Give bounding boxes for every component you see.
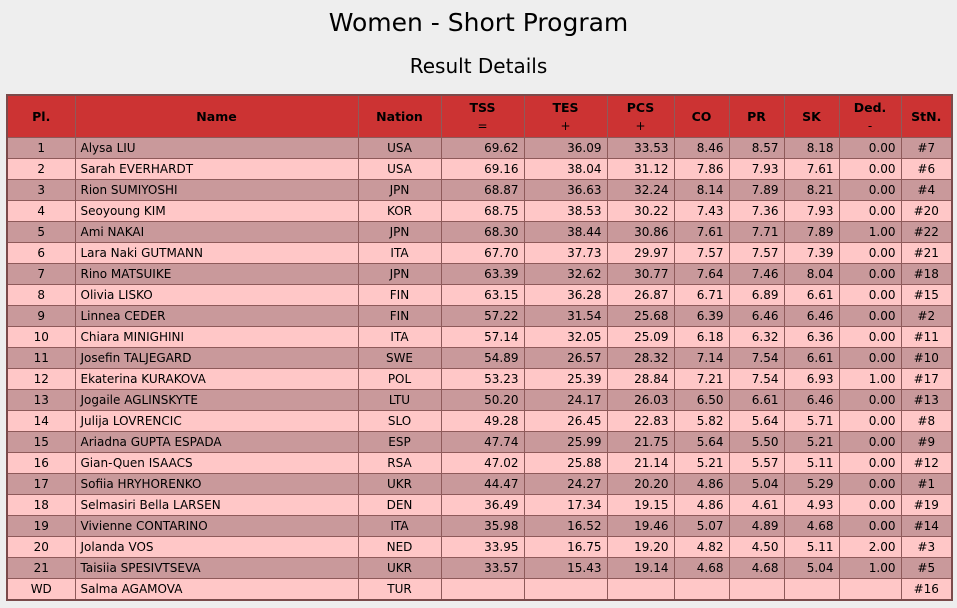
cell-sk: 7.61: [784, 159, 839, 180]
cell-tss: 53.23: [441, 369, 524, 390]
cell-pcs: 19.46: [607, 516, 674, 537]
cell-ded: 0.00: [839, 201, 901, 222]
cell-name: Gian-Quen ISAACS: [75, 453, 358, 474]
cell-nation: POL: [358, 369, 441, 390]
header-ded: [839, 95, 901, 138]
cell-pcs: 30.77: [607, 264, 674, 285]
cell-start-number: #20: [901, 201, 952, 222]
cell-pr: 6.61: [729, 390, 784, 411]
cell-tes: 17.34: [524, 495, 607, 516]
cell-nation: NED: [358, 537, 441, 558]
cell-sk: 5.04: [784, 558, 839, 579]
results-table: [6, 94, 953, 601]
cell-tes: 38.44: [524, 222, 607, 243]
cell-pr: 5.64: [729, 411, 784, 432]
cell-tss: 69.16: [441, 159, 524, 180]
cell-tss: 33.95: [441, 537, 524, 558]
cell-name: Olivia LISKO: [75, 285, 358, 306]
cell-start-number: #16: [901, 579, 952, 601]
cell-co: 7.21: [674, 369, 729, 390]
cell-place: 2: [7, 159, 75, 180]
cell-place: 3: [7, 180, 75, 201]
header-place: Pl.: [7, 95, 75, 138]
cell-pr: 4.61: [729, 495, 784, 516]
cell-tes: 16.75: [524, 537, 607, 558]
cell-place: 19: [7, 516, 75, 537]
cell-name: Selmasiri Bella LARSEN: [75, 495, 358, 516]
cell-tss: 33.57: [441, 558, 524, 579]
cell-ded: 0.00: [839, 306, 901, 327]
cell-pcs: 29.97: [607, 243, 674, 264]
cell-place: 10: [7, 327, 75, 348]
cell-start-number: #2: [901, 306, 952, 327]
cell-co: [674, 579, 729, 601]
cell-sk: 6.93: [784, 369, 839, 390]
cell-pr: 8.57: [729, 138, 784, 159]
cell-nation: UKR: [358, 558, 441, 579]
cell-co: 7.43: [674, 201, 729, 222]
cell-pr: 7.93: [729, 159, 784, 180]
cell-tss: 50.20: [441, 390, 524, 411]
cell-pcs: 33.53: [607, 138, 674, 159]
cell-place: 4: [7, 201, 75, 222]
cell-start-number: #14: [901, 516, 952, 537]
cell-tss: 68.87: [441, 180, 524, 201]
cell-sk: 6.46: [784, 306, 839, 327]
cell-tss: 63.39: [441, 264, 524, 285]
table-row: [7, 579, 952, 601]
cell-tes: 32.62: [524, 264, 607, 285]
cell-pr: 7.71: [729, 222, 784, 243]
cell-pcs: 28.84: [607, 369, 674, 390]
cell-place: 9: [7, 306, 75, 327]
cell-name: Jolanda VOS: [75, 537, 358, 558]
table-row: [7, 264, 952, 285]
cell-name: Julija LOVRENCIC: [75, 411, 358, 432]
header-sk: SK: [784, 95, 839, 138]
cell-pr: 4.68: [729, 558, 784, 579]
cell-name: Ariadna GUPTA ESPADA: [75, 432, 358, 453]
header-row: [7, 95, 952, 138]
cell-ded: 0.00: [839, 411, 901, 432]
cell-sk: 6.61: [784, 348, 839, 369]
cell-tes: [524, 579, 607, 601]
table-row: [7, 474, 952, 495]
cell-start-number: #5: [901, 558, 952, 579]
cell-nation: JPN: [358, 264, 441, 285]
cell-place: 6: [7, 243, 75, 264]
cell-name: Seoyoung KIM: [75, 201, 358, 222]
cell-place: 12: [7, 369, 75, 390]
cell-start-number: #7: [901, 138, 952, 159]
cell-name: Sarah EVERHARDT: [75, 159, 358, 180]
cell-start-number: #6: [901, 159, 952, 180]
cell-tss: 44.47: [441, 474, 524, 495]
cell-co: 4.86: [674, 495, 729, 516]
cell-place: 21: [7, 558, 75, 579]
cell-name: Josefin TALJEGARD: [75, 348, 358, 369]
cell-start-number: #21: [901, 243, 952, 264]
cell-co: 6.39: [674, 306, 729, 327]
header-co: CO: [674, 95, 729, 138]
cell-pcs: 22.83: [607, 411, 674, 432]
cell-pcs: 26.87: [607, 285, 674, 306]
table-row: [7, 390, 952, 411]
cell-pcs: 25.68: [607, 306, 674, 327]
cell-pcs: 21.14: [607, 453, 674, 474]
cell-sk: 4.93: [784, 495, 839, 516]
header-tss-label: TSS: [469, 99, 496, 115]
cell-nation: JPN: [358, 180, 441, 201]
table-row: [7, 159, 952, 180]
cell-nation: SLO: [358, 411, 441, 432]
cell-name: Chiara MINIGHINI: [75, 327, 358, 348]
cell-nation: SWE: [358, 348, 441, 369]
cell-place: 18: [7, 495, 75, 516]
cell-tes: 32.05: [524, 327, 607, 348]
header-ded-operator: -: [867, 118, 873, 133]
cell-nation: TUR: [358, 579, 441, 601]
header-tes-operator: +: [560, 118, 571, 133]
cell-name: Alysa LIU: [75, 138, 358, 159]
cell-place: 13: [7, 390, 75, 411]
cell-tes: 24.17: [524, 390, 607, 411]
table-row: [7, 201, 952, 222]
header-pcs-label: PCS: [626, 99, 655, 115]
cell-ded: 0.00: [839, 474, 901, 495]
cell-nation: LTU: [358, 390, 441, 411]
cell-pr: 7.54: [729, 369, 784, 390]
header-pcs-operator: +: [635, 118, 646, 133]
cell-place: 7: [7, 264, 75, 285]
cell-name: Taisiia SPESIVTSEVA: [75, 558, 358, 579]
cell-tes: 24.27: [524, 474, 607, 495]
cell-sk: 5.29: [784, 474, 839, 495]
cell-co: 4.86: [674, 474, 729, 495]
cell-start-number: #8: [901, 411, 952, 432]
cell-nation: ITA: [358, 243, 441, 264]
cell-start-number: #3: [901, 537, 952, 558]
cell-nation: FIN: [358, 306, 441, 327]
cell-place: 16: [7, 453, 75, 474]
cell-ded: 0.00: [839, 348, 901, 369]
cell-pcs: 21.75: [607, 432, 674, 453]
cell-nation: KOR: [358, 201, 441, 222]
header-tss: [441, 95, 524, 138]
table-header: [7, 95, 952, 138]
table-row: [7, 138, 952, 159]
header-tes-label: TES: [552, 99, 579, 115]
cell-pr: [729, 579, 784, 601]
cell-sk: 4.68: [784, 516, 839, 537]
cell-nation: UKR: [358, 474, 441, 495]
cell-name: Lara Naki GUTMANN: [75, 243, 358, 264]
header-nation: Nation: [358, 95, 441, 138]
cell-sk: 8.18: [784, 138, 839, 159]
cell-pr: 7.57: [729, 243, 784, 264]
header-stn: StN.: [901, 95, 952, 138]
header-pr: PR: [729, 95, 784, 138]
cell-tss: 69.62: [441, 138, 524, 159]
cell-co: 8.46: [674, 138, 729, 159]
table-row: [7, 558, 952, 579]
cell-place: 5: [7, 222, 75, 243]
cell-co: 7.86: [674, 159, 729, 180]
cell-sk: 5.11: [784, 537, 839, 558]
cell-start-number: #12: [901, 453, 952, 474]
table-body: [7, 138, 952, 601]
cell-start-number: #18: [901, 264, 952, 285]
cell-nation: USA: [358, 159, 441, 180]
cell-start-number: #1: [901, 474, 952, 495]
cell-tes: 36.28: [524, 285, 607, 306]
table-row: [7, 222, 952, 243]
cell-pcs: [607, 579, 674, 601]
cell-tes: 36.63: [524, 180, 607, 201]
header-tss-operator: =: [477, 118, 488, 133]
cell-co: 5.07: [674, 516, 729, 537]
cell-ded: 0.00: [839, 243, 901, 264]
cell-tss: 68.75: [441, 201, 524, 222]
cell-pr: 7.46: [729, 264, 784, 285]
cell-co: 4.82: [674, 537, 729, 558]
cell-co: 7.64: [674, 264, 729, 285]
cell-pcs: 32.24: [607, 180, 674, 201]
cell-co: 6.50: [674, 390, 729, 411]
cell-pcs: 19.20: [607, 537, 674, 558]
cell-place: 14: [7, 411, 75, 432]
cell-start-number: #4: [901, 180, 952, 201]
cell-tes: 25.88: [524, 453, 607, 474]
cell-place: 17: [7, 474, 75, 495]
cell-start-number: #22: [901, 222, 952, 243]
cell-tss: 57.14: [441, 327, 524, 348]
cell-co: 8.14: [674, 180, 729, 201]
cell-pr: 6.89: [729, 285, 784, 306]
cell-ded: 0.00: [839, 264, 901, 285]
cell-tes: 37.73: [524, 243, 607, 264]
cell-nation: ESP: [358, 432, 441, 453]
cell-sk: 5.71: [784, 411, 839, 432]
cell-co: 5.21: [674, 453, 729, 474]
cell-pcs: 20.20: [607, 474, 674, 495]
cell-pr: 4.89: [729, 516, 784, 537]
cell-ded: 0.00: [839, 432, 901, 453]
cell-start-number: #10: [901, 348, 952, 369]
cell-co: 7.57: [674, 243, 729, 264]
cell-co: 4.68: [674, 558, 729, 579]
cell-ded: 1.00: [839, 222, 901, 243]
cell-pcs: 30.22: [607, 201, 674, 222]
table-row: [7, 516, 952, 537]
table-row: [7, 411, 952, 432]
cell-tss: 63.15: [441, 285, 524, 306]
cell-tes: 36.09: [524, 138, 607, 159]
cell-pr: 7.89: [729, 180, 784, 201]
cell-co: 6.18: [674, 327, 729, 348]
cell-sk: 5.11: [784, 453, 839, 474]
cell-name: Salma AGAMOVA: [75, 579, 358, 601]
cell-name: Ekaterina KURAKOVA: [75, 369, 358, 390]
cell-name: Jogaile AGLINSKYTE: [75, 390, 358, 411]
cell-nation: ITA: [358, 516, 441, 537]
cell-nation: FIN: [358, 285, 441, 306]
cell-ded: 0.00: [839, 390, 901, 411]
table-row: [7, 495, 952, 516]
header-name: Name: [75, 95, 358, 138]
cell-ded: 1.00: [839, 369, 901, 390]
cell-sk: 6.61: [784, 285, 839, 306]
cell-ded: 0.00: [839, 159, 901, 180]
cell-co: 6.71: [674, 285, 729, 306]
cell-tes: 38.04: [524, 159, 607, 180]
cell-sk: 7.89: [784, 222, 839, 243]
cell-name: Ami NAKAI: [75, 222, 358, 243]
cell-ded: 1.00: [839, 558, 901, 579]
cell-ded: 0.00: [839, 285, 901, 306]
cell-pcs: 31.12: [607, 159, 674, 180]
table-row: [7, 432, 952, 453]
table-row: [7, 180, 952, 201]
cell-name: Linnea CEDER: [75, 306, 358, 327]
table-row: [7, 306, 952, 327]
cell-start-number: #19: [901, 495, 952, 516]
cell-sk: 6.46: [784, 390, 839, 411]
cell-place: WD: [7, 579, 75, 601]
table-row: [7, 243, 952, 264]
cell-tes: 25.99: [524, 432, 607, 453]
cell-pr: 7.36: [729, 201, 784, 222]
cell-pr: 7.54: [729, 348, 784, 369]
cell-pr: 6.32: [729, 327, 784, 348]
cell-name: Sofiia HRYHORENKO: [75, 474, 358, 495]
cell-start-number: #13: [901, 390, 952, 411]
cell-tss: [441, 579, 524, 601]
cell-co: 5.64: [674, 432, 729, 453]
cell-sk: 8.21: [784, 180, 839, 201]
cell-tes: 25.39: [524, 369, 607, 390]
cell-tss: 68.30: [441, 222, 524, 243]
cell-tss: 47.74: [441, 432, 524, 453]
cell-tss: 54.89: [441, 348, 524, 369]
cell-tss: 35.98: [441, 516, 524, 537]
cell-nation: JPN: [358, 222, 441, 243]
cell-name: Rino MATSUIKE: [75, 264, 358, 285]
cell-place: 11: [7, 348, 75, 369]
cell-pcs: 26.03: [607, 390, 674, 411]
table-row: [7, 285, 952, 306]
cell-ded: [839, 579, 901, 601]
cell-ded: 0.00: [839, 138, 901, 159]
cell-sk: [784, 579, 839, 601]
cell-pr: 5.04: [729, 474, 784, 495]
cell-nation: ITA: [358, 327, 441, 348]
table-row: [7, 348, 952, 369]
cell-tes: 26.57: [524, 348, 607, 369]
cell-tss: 57.22: [441, 306, 524, 327]
cell-ded: 0.00: [839, 327, 901, 348]
cell-place: 20: [7, 537, 75, 558]
cell-tss: 49.28: [441, 411, 524, 432]
cell-tss: 67.70: [441, 243, 524, 264]
cell-sk: 7.39: [784, 243, 839, 264]
page-subtitle: Result Details: [409, 54, 548, 78]
cell-ded: 0.00: [839, 516, 901, 537]
cell-pr: 5.57: [729, 453, 784, 474]
cell-start-number: #11: [901, 327, 952, 348]
cell-pcs: 25.09: [607, 327, 674, 348]
cell-nation: RSA: [358, 453, 441, 474]
cell-tes: 31.54: [524, 306, 607, 327]
header-tes: [524, 95, 607, 138]
page-title: Women - Short Program: [328, 8, 629, 37]
cell-place: 1: [7, 138, 75, 159]
cell-sk: 5.21: [784, 432, 839, 453]
cell-sk: 6.36: [784, 327, 839, 348]
cell-sk: 8.04: [784, 264, 839, 285]
table-row: [7, 453, 952, 474]
cell-pr: 4.50: [729, 537, 784, 558]
header-pcs: [607, 95, 674, 138]
table-row: [7, 327, 952, 348]
cell-pcs: 28.32: [607, 348, 674, 369]
cell-sk: 7.93: [784, 201, 839, 222]
table-row: [7, 369, 952, 390]
cell-tes: 38.53: [524, 201, 607, 222]
cell-tes: 26.45: [524, 411, 607, 432]
cell-start-number: #15: [901, 285, 952, 306]
cell-pr: 5.50: [729, 432, 784, 453]
cell-nation: USA: [358, 138, 441, 159]
cell-pr: 6.46: [729, 306, 784, 327]
cell-nation: DEN: [358, 495, 441, 516]
cell-pcs: 19.14: [607, 558, 674, 579]
cell-pcs: 19.15: [607, 495, 674, 516]
cell-co: 7.14: [674, 348, 729, 369]
table-row: [7, 537, 952, 558]
cell-ded: 0.00: [839, 180, 901, 201]
cell-start-number: #17: [901, 369, 952, 390]
cell-pcs: 30.86: [607, 222, 674, 243]
cell-place: 8: [7, 285, 75, 306]
cell-start-number: #9: [901, 432, 952, 453]
cell-tss: 36.49: [441, 495, 524, 516]
cell-co: 5.82: [674, 411, 729, 432]
cell-ded: 2.00: [839, 537, 901, 558]
cell-ded: 0.00: [839, 453, 901, 474]
cell-tes: 15.43: [524, 558, 607, 579]
cell-ded: 0.00: [839, 495, 901, 516]
cell-name: Vivienne CONTARINO: [75, 516, 358, 537]
cell-co: 7.61: [674, 222, 729, 243]
cell-name: Rion SUMIYOSHI: [75, 180, 358, 201]
cell-place: 15: [7, 432, 75, 453]
header-ded-label: Ded.: [853, 99, 887, 115]
cell-tss: 47.02: [441, 453, 524, 474]
cell-tes: 16.52: [524, 516, 607, 537]
